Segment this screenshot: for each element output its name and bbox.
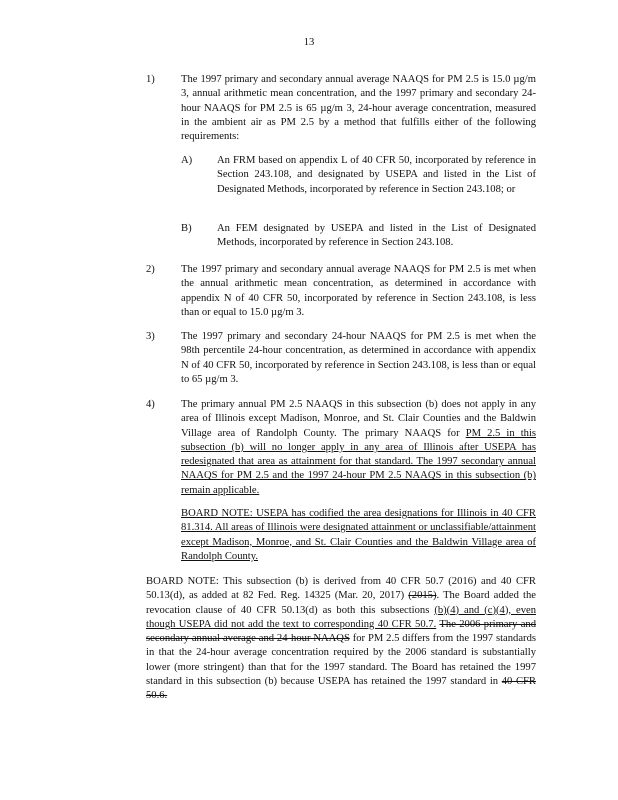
item-text: The 1997 primary and secondary annual average NAAQS for PM 2.5 is 15.0 µg/m 3, annual arithmetic mean concentration, and the 1997 primary and secondary 24-hour NAAQS for PM 2.5 is 65 µg/m 3, 24-hour average concentration, measured in the ambient air as PM 2.5 by a method that fulfills either of the following requirements:: [181, 74, 536, 143]
sub-item-text: An FRM based on appendix L of 40 CFR 50, incorporated by reference in Section 243.108, and designated by USEPA and listed in the List of Designated Methods, incorporated by reference in Section 243.108; or: [217, 155, 536, 195]
sub-item-text: An FEM designated by USEPA and listed in the List of Designated Methods, incorporated by reference in Section 243.108.: [217, 223, 536, 249]
list-item-2: [146, 263, 536, 320]
item-text: The 1997 primary and secondary annual average NAAQS for PM 2.5 is met when the annual arithmetic mean concentration, as determined in accordance with appendix N of 40 CFR 50, incorporated by reference in Section 243.108, is less than or equal to 15.0 µg/m 3.: [181, 264, 536, 318]
sub-item-letter: A): [181, 155, 193, 166]
list-item-3: [146, 330, 536, 387]
board-note-deleted: (2015): [408, 590, 437, 602]
sub-item-b: [181, 222, 536, 251]
board-note-text: . The Board added the revocation clause of 40 CFR 50.13(d) as both this subsections: [146, 590, 536, 616]
sub-item-letter: B): [181, 223, 192, 234]
board-note-text: for PM 2.5 differs from the 1997 standards in that the 24-hour average concentration required by the 2006 standard is substantially lower (more stringent) than that for the 1997 standard. The Board has retained the 1997 standard in this subsection (b) because USEPA has retained the 1997 standard in: [146, 633, 536, 688]
item-text: The 1997 primary and secondary 24-hour NAAQS for PM 2.5 is met when the 98th percentile 24-hour concentration, as determined in accordance with appendix N of 40 CFR 50, incorporated by reference in Section 243.108, is less than or equal to 65 µg/m 3.: [181, 331, 536, 385]
item-text-inserted: PM 2.5 in this subsection (b) will no longer apply in any area of Illinois after USEPA has redesignated that area as attainment for that standard. The 1997 secondary annual NAAQS for PM 2.5 and the 1997 24-hour PM 2.5 NAAQS in this subsection (b) remain applicable.: [181, 427, 537, 496]
page-number: 13: [303, 37, 315, 48]
board-note-inserted: (b)(4) and (c)(4), even though USEPA did not add the text to corresponding 40 CFR 50.7.: [146, 604, 536, 630]
item-number: 1): [146, 74, 155, 85]
item-number: 2): [146, 264, 155, 275]
item-text: [181, 398, 536, 498]
board-note-deleted: 40 CFR 50.6.: [146, 676, 536, 702]
board-note-deleted: The 2006 primary and secondary annual average and 24-hour NAAQS: [146, 618, 536, 645]
item-number: 4): [146, 399, 155, 410]
item-number: 3): [146, 331, 155, 342]
sub-item-a: [181, 154, 536, 197]
list-item-4: [146, 398, 536, 498]
item-text-plain: The primary annual PM 2.5 NAAQS in this subsection (b) does not apply in any area of Illinois except Madison, Monroe, and St. Clair Counties and the Baldwin Village area of Randolph County. The primary NAAQS for: [181, 399, 536, 439]
list-item-1: [146, 73, 536, 144]
item-4-board-note: BOARD NOTE: USEPA has codified the area designations for Illinois in 40 CFR 81.314. All areas of Illinois were designated attainment or unclassifiable/attainment except Madison, Monroe, and St. Clair Counties and the Baldwin Village area of Randolph County.: [181, 508, 536, 562]
board-note-text: BOARD NOTE: This subsection (b) is derived from 40 CFR 50.7 (2016) and 40 CFR 50.13(d), as added at 82 Fed. Reg. 14325 (Mar. 20, 2017): [146, 576, 536, 602]
board-note: [146, 575, 536, 704]
